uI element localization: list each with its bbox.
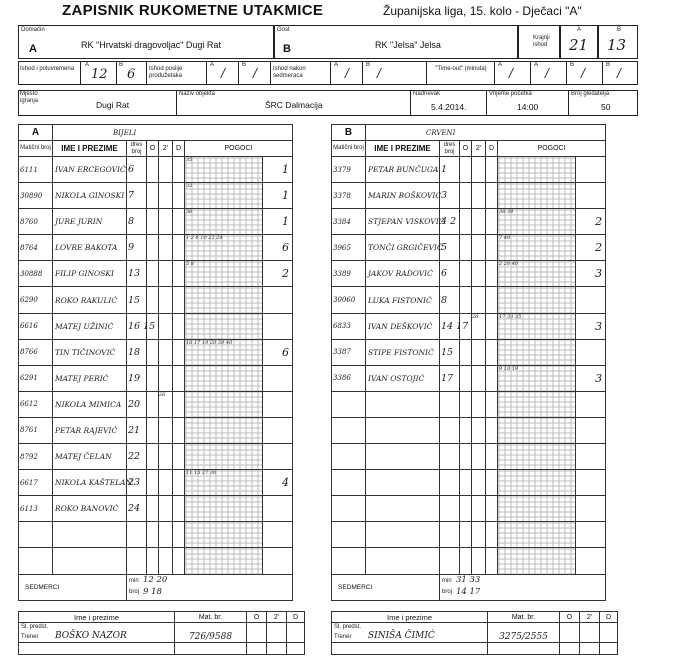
player-jersey: 13: [127, 261, 147, 287]
player-goal-count: 6: [263, 235, 293, 261]
sedmerci-numbers: 9 18: [143, 586, 162, 597]
player-row: [332, 548, 606, 574]
guest-team-box: Gost B RK "Jelsa" Jelsa: [274, 25, 518, 59]
team-letter: A: [19, 125, 53, 141]
halftime-b: 6: [127, 67, 136, 82]
player-name: ROKO RAKULIĆ: [53, 287, 127, 313]
player-goal-minutes: 32: [185, 183, 263, 209]
player-jersey: 24: [127, 496, 147, 522]
player-goal-minutes: 38 39: [498, 209, 576, 235]
player-suspension: [159, 444, 173, 470]
player-row: [332, 287, 606, 313]
player-name: FILIP GINOSKI: [53, 261, 127, 287]
player-row: [332, 209, 606, 235]
player-goal-count: 4: [263, 470, 293, 496]
player-name: JURE JURIN: [53, 209, 127, 235]
player-jersey: 22: [127, 444, 147, 470]
player-suspension: [159, 365, 173, 391]
player-goal-count: 2: [576, 235, 606, 261]
player-row: [19, 391, 293, 417]
player-id: 6291: [19, 365, 53, 391]
player-jersey: 3: [440, 183, 460, 209]
player-name: STJEPAN VISKOVIĆ: [366, 209, 440, 235]
player-name: JAKOV RADOVIĆ: [366, 261, 440, 287]
player-row: [332, 183, 606, 209]
player-suspension: [159, 313, 173, 339]
player-goal-minutes: [185, 313, 263, 339]
player-goal-count: [263, 496, 293, 522]
player-row: [19, 548, 293, 574]
player-suspension: [159, 235, 173, 261]
player-id: 6617: [19, 470, 53, 496]
player-suspension: [472, 183, 486, 209]
player-goal-minutes: [498, 183, 576, 209]
player-name: TONČI GRGIČEVIĆ: [366, 235, 440, 261]
player-row: [19, 313, 293, 339]
player-suspension: 26: [472, 313, 486, 339]
halftime-a: 12: [91, 67, 108, 82]
player-row: [19, 157, 293, 183]
player-id: 3384: [332, 209, 366, 235]
player-jersey: 23: [127, 470, 147, 496]
sedmerci-minutes: 31 33: [456, 574, 481, 585]
final-label-box: Krajnji ishod: [518, 25, 560, 59]
player-suspension: [472, 287, 486, 313]
player-row: [332, 391, 606, 417]
player-row: [19, 522, 293, 548]
sedmerci-row: SEDMERCI min broj 12 20 9 18: [19, 574, 293, 600]
player-jersey: 16 15: [127, 313, 147, 339]
player-suspension: [472, 209, 486, 235]
player-goal-count: 1: [263, 157, 293, 183]
player-id: 6616: [19, 313, 53, 339]
player-goal-minutes: 16 17 19 20 39 40: [185, 339, 263, 365]
team-a-table: A BIJELI Matični broj IME I PREZIME dres broj O 2' D POGOCI 6111 IVAN ERCEGOVIĆ 6 35 1 30890 NIKOLA GINOSKI 7 32 1 8760 JURE JURIN 8 36 1 8764 LOVRE BAKOTA 9 1 2 6 10 22 24 6 30888 FILIP GINOSKI 13 5 8 2 6290 ROKO RAKULIĆ 15 6616 MATEJ UŽINIĆ 16 15 8766 TIN TIČINOVIĆ 18 16 17 19 20 39 40 6 6291 MATEJ PERIĆ 19 6612 NIKOLA MIMICA 20 26 8761 PETAR RAJEVIĆ 21 8792 MATEJ ČELAN 22 6617 NIKOLA KAŠTELAN 23 11 15 27 30 4 6113 ROKO BANOVIĆ 24 SEDMERCI min broj 12 20 9 18: [18, 124, 293, 601]
player-goal-count: [576, 339, 606, 365]
player-name: STIPE FISTONIĆ: [366, 339, 440, 365]
place-value: Dugi Rat: [96, 100, 130, 110]
player-row: [332, 339, 606, 365]
player-jersey: 18: [127, 339, 147, 365]
player-jersey: 17: [440, 365, 460, 391]
league-subtitle: Županijska liga, 15. kolo - Dječaci "A": [383, 4, 582, 18]
officials-b: Ime i prezime Mat. br. O 2' D Sl. predst. Trener SINIŠA ČIMIĆ 3275/2555: [331, 611, 618, 655]
player-row: [332, 470, 606, 496]
player-goal-count: 3: [576, 365, 606, 391]
player-row: [19, 470, 293, 496]
player-id: 30888: [19, 261, 53, 287]
player-goal-minutes: 7 40: [498, 235, 576, 261]
player-row: [19, 235, 293, 261]
player-suspension: [472, 365, 486, 391]
coach-license: 726/9588: [175, 623, 247, 643]
player-id: 3389: [332, 261, 366, 287]
coach-license: 3275/2555: [488, 623, 560, 643]
player-id: 3387: [332, 339, 366, 365]
player-goal-minutes: 2 28 40: [498, 261, 576, 287]
player-id: 6113: [19, 496, 53, 522]
officials-a: Ime i prezime Mat. br. O 2' D Sl. predst. Trener BOŠKO NAZOR 726/9588: [18, 611, 305, 655]
player-suspension: [159, 209, 173, 235]
player-row: [19, 287, 293, 313]
player-jersey: 6: [127, 157, 147, 183]
player-goal-count: [263, 287, 293, 313]
player-id: 8764: [19, 235, 53, 261]
player-goal-count: 1: [263, 209, 293, 235]
player-id: 6612: [19, 391, 53, 417]
final-score-a: A 21: [560, 25, 598, 59]
player-goal-count: [263, 444, 293, 470]
player-suspension: 26: [159, 391, 173, 417]
team-letter: B: [332, 125, 366, 141]
player-id: 8760: [19, 209, 53, 235]
final-score-b: B 13: [598, 25, 638, 59]
venue-value: ŠRC Dalmacija: [265, 100, 323, 110]
coach-name: SINIŠA ČIMIĆ: [368, 631, 435, 641]
player-row: [19, 444, 293, 470]
player-name: MATEJ ČELAN: [53, 444, 127, 470]
player-suspension: [159, 157, 173, 183]
player-name: NIKOLA MIMICA: [53, 391, 127, 417]
player-goal-minutes: 17 33 35: [498, 313, 576, 339]
player-row: [332, 261, 606, 287]
player-row: [332, 365, 606, 391]
player-id: 6833: [332, 313, 366, 339]
player-suspension: [472, 339, 486, 365]
player-jersey: 15: [440, 339, 460, 365]
player-jersey: 6: [440, 261, 460, 287]
player-name: PETAR BUNČUGA: [366, 157, 440, 183]
player-id: 6111: [19, 157, 53, 183]
player-jersey: 8: [127, 209, 147, 235]
player-jersey: 7: [127, 183, 147, 209]
player-goal-minutes: [498, 157, 576, 183]
player-row: [332, 235, 606, 261]
player-goal-count: 3: [576, 313, 606, 339]
player-name: PETAR RAJEVIĆ: [53, 417, 127, 443]
player-suspension: [159, 339, 173, 365]
player-goal-minutes: [185, 496, 263, 522]
player-name: ROKO BANOVIĆ: [53, 496, 127, 522]
time-value: 14:00: [517, 102, 539, 112]
player-row: [332, 417, 606, 443]
sedmerci-numbers: 14 17: [456, 586, 481, 597]
player-id: 3965: [332, 235, 366, 261]
player-id: 8766: [19, 339, 53, 365]
player-goal-minutes: 5 8: [185, 261, 263, 287]
date-value: 5.4.2014.: [431, 102, 467, 112]
player-row: [332, 444, 606, 470]
player-name: NIKOLA GINOSKI: [53, 183, 127, 209]
sedmerci-row: SEDMERCI min broj 31 33 14 17: [332, 574, 606, 600]
player-row: [19, 209, 293, 235]
player-jersey: 21: [127, 417, 147, 443]
team-b-table: B CRVENI Matični broj IME I PREZIME dres broj O 2' D POGOCI 3379 PETAR BUNČUGA 1 3378 MARIN BOŠKOVIĆ 3 3384 STJEPAN VISKOVIĆ 4 2 38 39 2 3965 TONČI GRGIČEVIĆ 5 7 40 2 3389 JAKOV RADOVIĆ 6 2 28 40 3 30060 LUKA FISTONIĆ 8 6833 IVAN DEŠKOVIĆ 14 17 26 17 33 35 3 3387 STIPE FISTONIĆ 15 3386 IVAN OSTOJIĆ 17 9 18 19 3 SEDMERCI min broj 31 33 14 17: [331, 124, 606, 601]
player-id: 6290: [19, 287, 53, 313]
player-row: [19, 339, 293, 365]
player-id: 8761: [19, 417, 53, 443]
player-suspension: [159, 261, 173, 287]
player-goal-count: [263, 417, 293, 443]
player-goal-minutes: [185, 287, 263, 313]
player-goal-minutes: [498, 287, 576, 313]
player-suspension: [159, 470, 173, 496]
player-goal-count: 2: [263, 261, 293, 287]
player-goal-count: 3: [576, 261, 606, 287]
player-suspension: [159, 287, 173, 313]
player-goal-minutes: [185, 417, 263, 443]
coach-name: BOŠKO NAZOR: [55, 631, 127, 641]
player-jersey: 9: [127, 235, 147, 261]
player-goal-count: 2: [576, 209, 606, 235]
player-name: MATEJ PERIĆ: [53, 365, 127, 391]
player-goal-count: [576, 183, 606, 209]
player-row: [19, 183, 293, 209]
player-id: 3379: [332, 157, 366, 183]
guest-team-name: RK "Jelsa" Jelsa: [375, 40, 441, 50]
player-suspension: [472, 261, 486, 287]
player-goal-minutes: [185, 444, 263, 470]
sedmerci-minutes: 12 20: [143, 574, 168, 585]
player-goal-count: [263, 313, 293, 339]
player-goal-count: [263, 391, 293, 417]
player-jersey: 14 17: [440, 313, 460, 339]
player-goal-minutes: [498, 339, 576, 365]
player-goal-count: [263, 365, 293, 391]
spectators-value: 50: [601, 102, 611, 112]
player-row: [332, 157, 606, 183]
player-name: IVAN OSTOJIĆ: [366, 365, 440, 391]
player-goal-minutes: 9 18 19: [498, 365, 576, 391]
player-goal-minutes: 1 2 6 10 22 24: [185, 235, 263, 261]
player-id: 30890: [19, 183, 53, 209]
player-jersey: 1: [440, 157, 460, 183]
player-goal-minutes: 36: [185, 209, 263, 235]
player-jersey: 19: [127, 365, 147, 391]
player-row: [19, 261, 293, 287]
player-name: IVAN ERCEGOVIĆ: [53, 157, 127, 183]
player-name: LUKA FISTONIĆ: [366, 287, 440, 313]
player-suspension: [159, 417, 173, 443]
player-jersey: 5: [440, 235, 460, 261]
player-name: TIN TIČINOVIĆ: [53, 339, 127, 365]
player-id: 8792: [19, 444, 53, 470]
player-goal-count: 1: [263, 183, 293, 209]
player-goal-minutes: 35: [185, 157, 263, 183]
player-jersey: 15: [127, 287, 147, 313]
player-goal-count: [576, 287, 606, 313]
player-row: [332, 522, 606, 548]
player-goal-count: [576, 157, 606, 183]
player-row: [19, 496, 293, 522]
player-goal-minutes: [185, 391, 263, 417]
player-suspension: [159, 496, 173, 522]
player-id: 3386: [332, 365, 366, 391]
player-suspension: [159, 183, 173, 209]
player-goal-minutes: [185, 365, 263, 391]
page-title: ZAPISNIK RUKOMETNE UTAKMICE: [62, 2, 324, 19]
player-row: [332, 496, 606, 522]
player-id: 30060: [332, 287, 366, 313]
player-suspension: [472, 235, 486, 261]
home-team-box: Domaćin A RK "Hrvatski dragovoljac" Dugi Rat: [18, 25, 274, 59]
player-jersey: 4 2: [440, 209, 460, 235]
player-name: IVAN DEŠKOVIĆ: [366, 313, 440, 339]
player-row: [19, 365, 293, 391]
player-name: NIKOLA KAŠTELAN: [53, 470, 127, 496]
player-name: MARIN BOŠKOVIĆ: [366, 183, 440, 209]
player-jersey: 8: [440, 287, 460, 313]
player-row: [19, 417, 293, 443]
team-color: BIJELI: [53, 125, 293, 141]
player-jersey: 20: [127, 391, 147, 417]
player-id: 3378: [332, 183, 366, 209]
player-name: MATEJ UŽINIĆ: [53, 313, 127, 339]
team-color: CRVENI: [366, 125, 606, 141]
player-goal-minutes: 11 15 27 30: [185, 470, 263, 496]
player-row: [332, 313, 606, 339]
player-name: LOVRE BAKOTA: [53, 235, 127, 261]
home-team-name: RK "Hrvatski dragovoljac" Dugi Rat: [81, 40, 221, 50]
player-goal-count: 6: [263, 339, 293, 365]
player-suspension: [472, 157, 486, 183]
